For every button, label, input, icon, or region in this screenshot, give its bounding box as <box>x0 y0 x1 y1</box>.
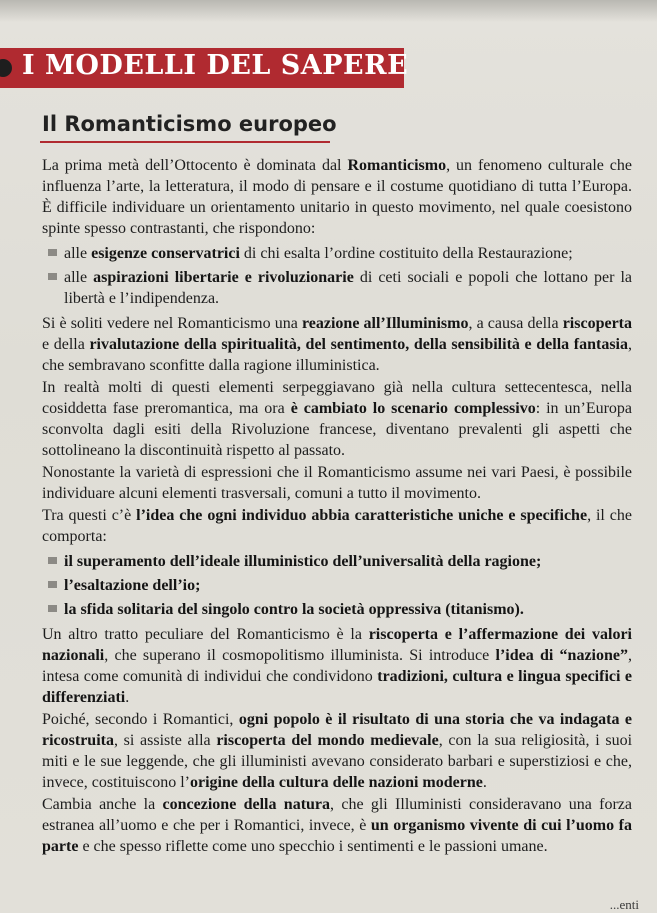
square-bullet-icon <box>48 557 57 564</box>
text-run: e della <box>42 336 90 353</box>
bold-text: rivalutazione della spiritualità, del sentimento, della sensibilità e della fantasia <box>89 336 628 353</box>
text-run: , che superano il cosmopolitismo illuminista. Si introduce <box>104 647 496 664</box>
bold-text: un organismo vivente di cui l’uomo fa parte <box>42 817 633 855</box>
page-edge-shadow <box>0 0 657 22</box>
square-bullet-icon <box>48 273 57 280</box>
bold-text: l’idea di “nazione” <box>495 647 628 664</box>
corner-cropped-text: ...enti <box>609 897 639 912</box>
text-run: , che gli Illuministi consideravano una forza estranea all’uomo e che per i Romantici, invece, è <box>42 796 632 834</box>
bold-text: esigenze conservatrici <box>91 245 240 262</box>
bold-text: l’esaltazione dell’io; <box>64 577 201 594</box>
text-run: Un altro tratto peculiare del Romanticismo è la <box>42 626 369 643</box>
bold-text: riscoperta e l’affermazione dei valori nazionali <box>42 626 632 664</box>
bold-text: il superamento dell’ideale illuministico dell’universalità della ragione; <box>64 553 542 570</box>
text-run: , il che comporta: <box>42 507 632 545</box>
paragraph-2 <box>42 313 632 376</box>
text-run: Si è soliti vedere nel Romanticismo una <box>42 315 302 332</box>
bold-text: ogni popolo è il risultato di una storia che va indagata e ricostruita <box>42 711 632 749</box>
bold-text: concezione della natura <box>162 796 331 813</box>
section-banner <box>0 48 409 88</box>
bold-text: reazione all’Illuminismo <box>301 315 469 332</box>
list-item <box>42 575 632 596</box>
text-run: , un fenomeno culturale che influenza l’arte, la letteratura, il modo di pensare e il costume quotidiano di tutta l’Europa. È difficile individuare un orientamento unitario in questo movimento, nel quale coesistono spinte spesso contrastanti, che rispondono: <box>42 157 633 237</box>
bold-text: aspirazioni libertarie e rivoluzionarie <box>93 269 354 286</box>
list-item <box>42 551 632 572</box>
section-heading: Il Romanticismo europeo <box>42 112 337 136</box>
text-run: alle <box>64 269 94 286</box>
bold-text: è cambiato lo scenario complessivo <box>290 400 536 417</box>
list-1 <box>42 243 632 309</box>
text-run: , intesa come comunità di individui che condividono <box>42 647 632 685</box>
paragraph-3 <box>42 377 632 461</box>
banner-dot-icon <box>0 59 12 77</box>
bold-text: l’idea che ogni individuo abbia caratteristiche uniche e specifiche <box>136 507 588 524</box>
text-run: Tra questi c’è <box>42 507 137 524</box>
text-run: . <box>125 689 130 706</box>
bold-text: Romanticismo <box>347 157 447 174</box>
text-run: Cambia anche la <box>42 796 163 813</box>
bold-text: origine della cultura delle nazioni moderne <box>189 774 483 791</box>
bold-text: tradizioni, cultura e lingua specifici e differenziati <box>42 668 633 706</box>
text-run: di chi esalta l’ordine costituito della Restaurazione; <box>239 245 573 262</box>
square-bullet-icon <box>48 605 57 612</box>
paragraph-8 <box>42 794 632 857</box>
text-run: In realtà molti di questi elementi serpeggiavano già nella cultura settecentesca, nella cosiddetta fase preromantica, ma ora <box>42 379 632 417</box>
text-run: La prima metà dell’Ottocento è dominata dal <box>42 157 348 174</box>
text-run: di ceti sociali e popoli che lottano per la libertà e l’indipendenza. <box>64 269 632 307</box>
text-run: Poiché, secondo i Romantici, <box>42 711 239 728</box>
text-run: alle <box>64 245 92 262</box>
list-item <box>42 599 632 620</box>
text-run: . <box>482 774 487 791</box>
square-bullet-icon <box>48 581 57 588</box>
heading-underline <box>40 141 330 143</box>
paragraph-1 <box>42 155 632 239</box>
square-bullet-icon <box>48 249 57 256</box>
text-run: , a causa della <box>468 315 563 332</box>
paragraph-4 <box>42 462 632 504</box>
list-item <box>42 243 632 264</box>
text-run: : in un’Europa sconvolta dagli esiti della Rivoluzione francese, diventano prevalenti gli aspetti che sottolineano la discontinuità rispetto al passato. <box>42 400 633 459</box>
body-text <box>42 155 632 858</box>
paragraph-7 <box>42 709 632 793</box>
text-run: , che sembravano sconfitte dalla ragione illuministica. <box>42 336 632 374</box>
text-run: , con la sua religiosità, i suoi miti e le sue leggende, che gli illuministi avevano considerato barbari e superstiziosi e che, invece, costituiscono l’ <box>42 732 633 791</box>
paragraph-5 <box>42 505 632 547</box>
bold-text: riscoperta del mondo medievale <box>216 732 439 749</box>
bold-text: la sfida solitaria del singolo contro la società oppressiva (titanismo). <box>64 601 524 618</box>
banner-title: I MODELLI DEL SAPERE <box>22 50 409 81</box>
paragraph-6 <box>42 624 632 708</box>
text-run: , si assiste alla <box>113 732 217 749</box>
list-2 <box>42 551 632 620</box>
bold-text: riscoperta <box>562 315 632 332</box>
text-run: Nonostante la varietà di espressioni che il Romanticismo assume nei vari Paesi, è possibile individuare alcuni elementi trasversali, comuni a tutto il movimento. <box>42 464 632 502</box>
text-run: e che spesso riflette come uno specchio i sentimenti e le passioni umane. <box>78 838 548 855</box>
list-item <box>42 267 632 309</box>
